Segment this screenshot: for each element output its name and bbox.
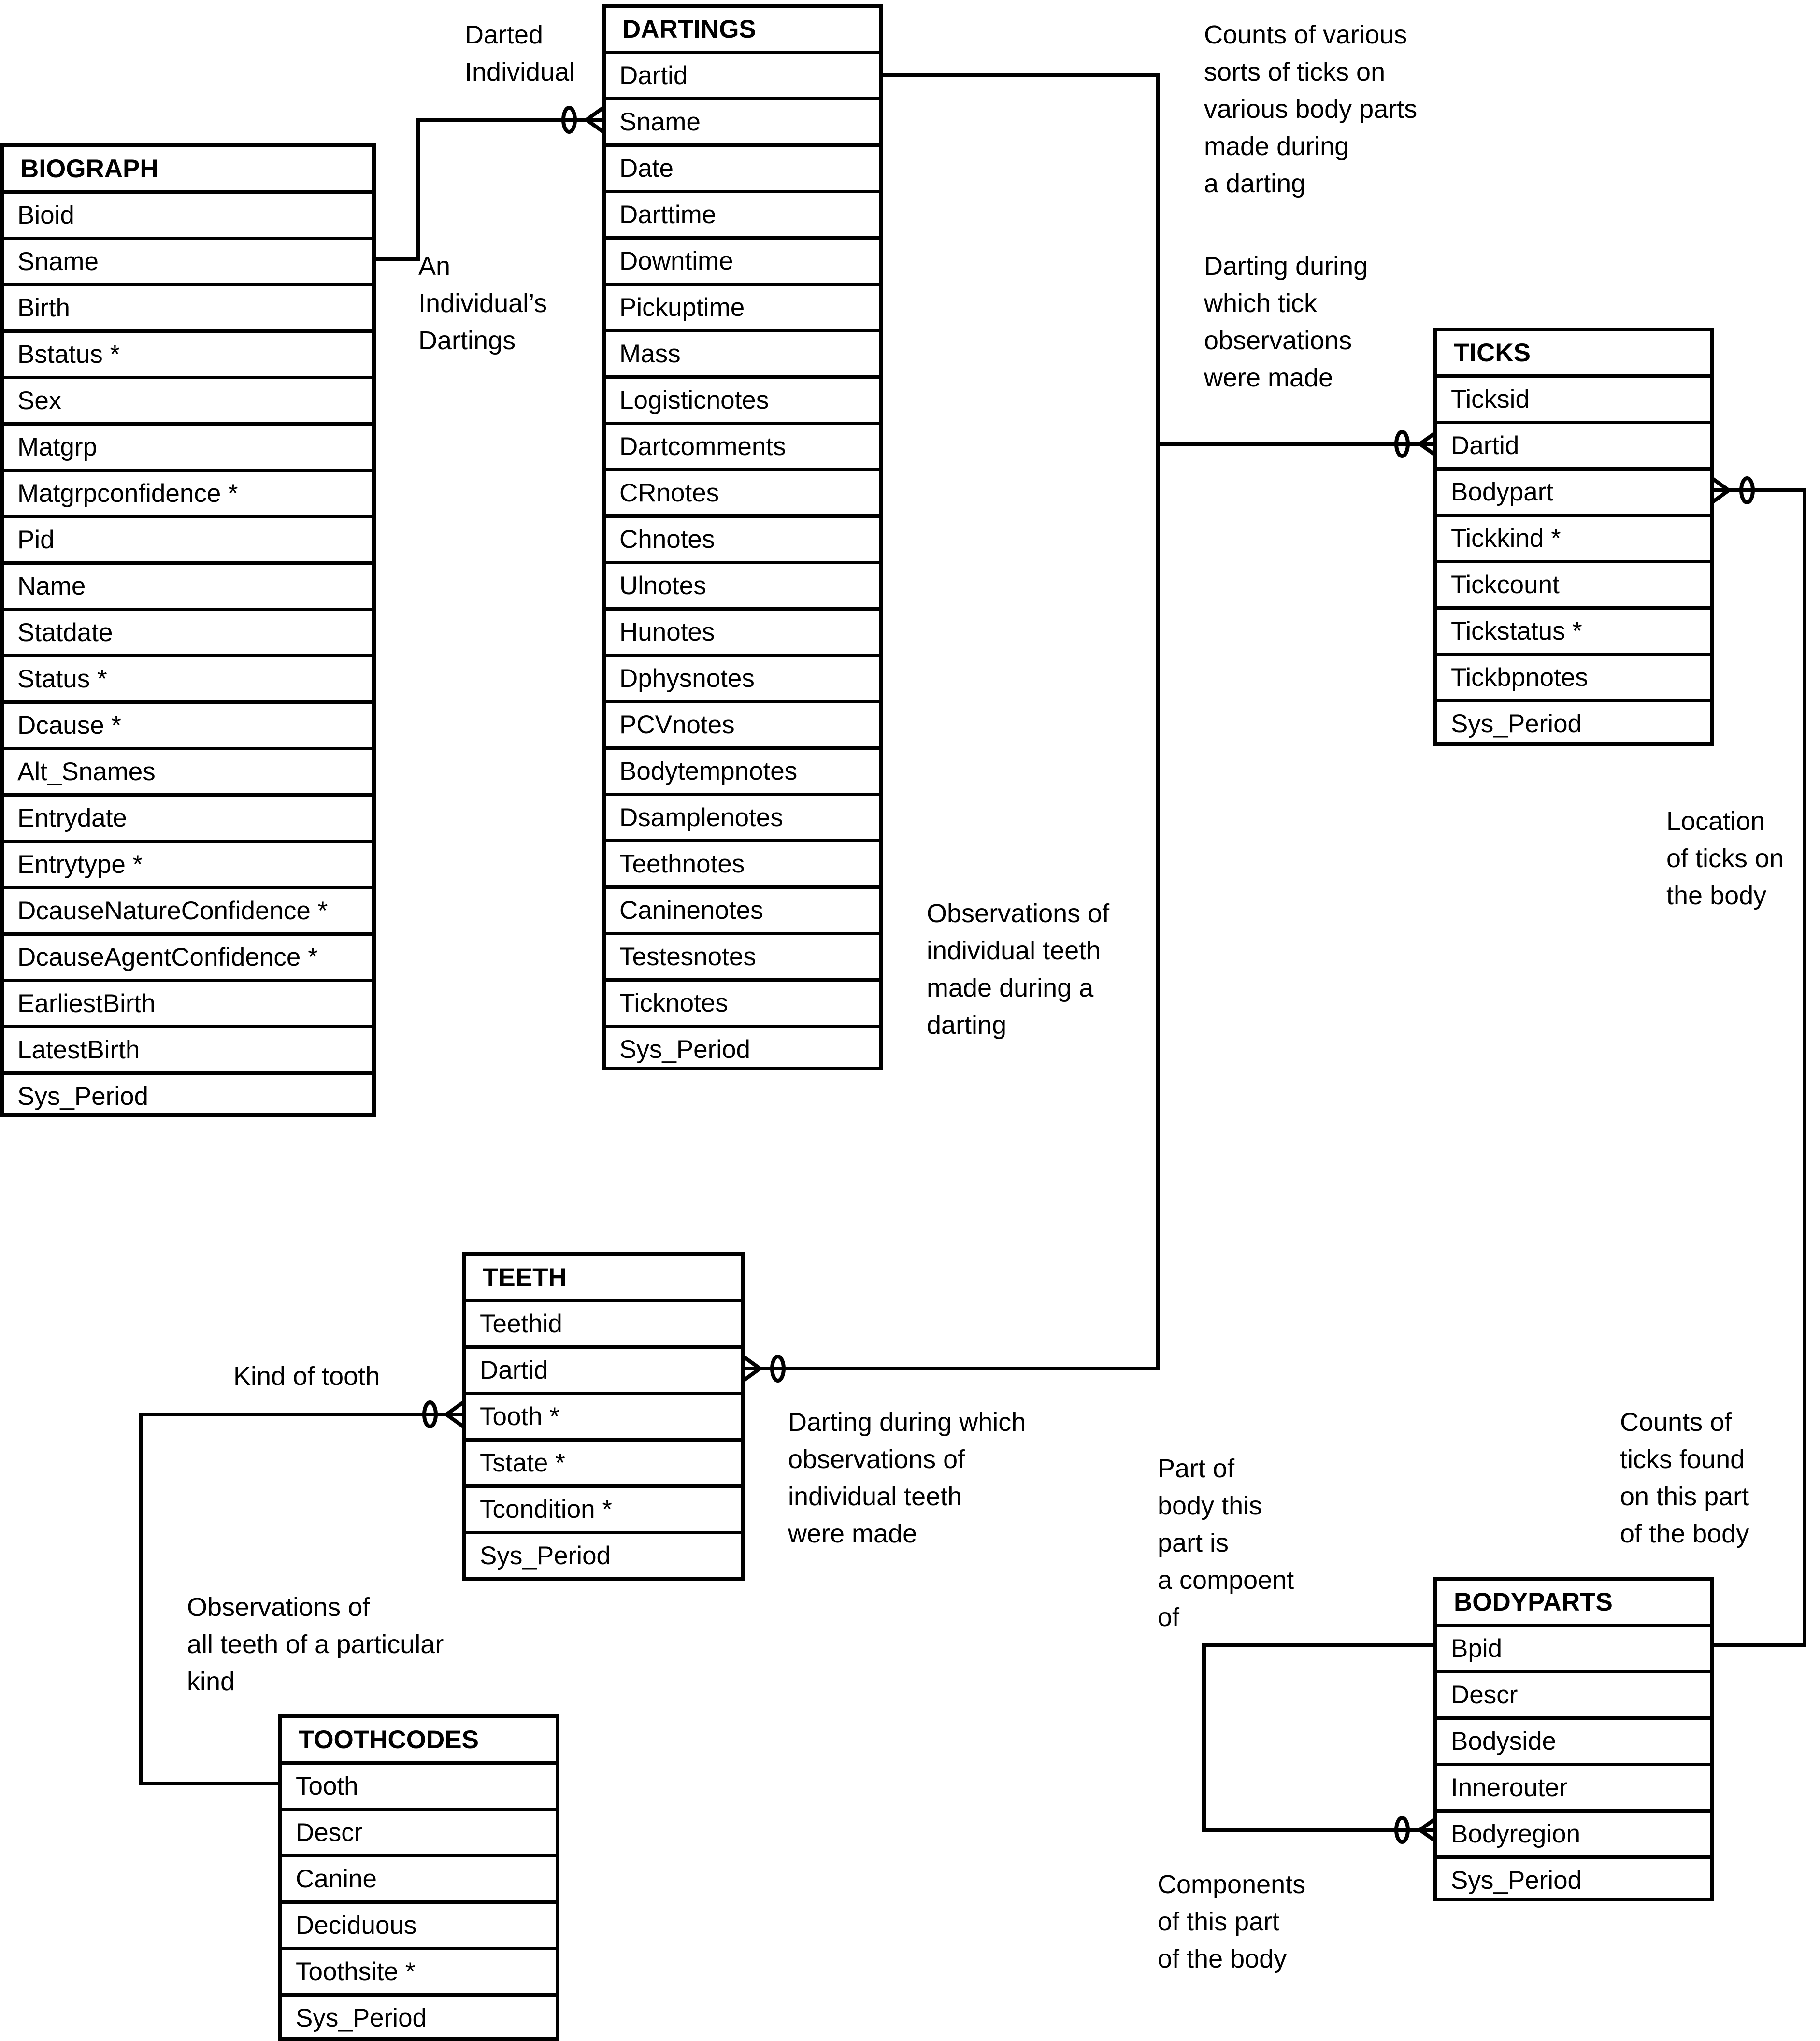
field-row[interactable]: Bioid xyxy=(4,194,372,240)
entity-toothcodes[interactable] xyxy=(278,1714,559,2041)
field-row[interactable]: Sex xyxy=(4,379,372,426)
field-row[interactable]: Dsamplenotes xyxy=(606,796,879,842)
field-row[interactable]: Caninenotes xyxy=(606,889,879,935)
note-counts-ticks: Counts of various sorts of ticks on various body parts made during a darting xyxy=(1204,20,1418,198)
note-location-ticks: Location of ticks on the body xyxy=(1666,807,1784,910)
field-row[interactable]: Bodypart xyxy=(1437,471,1710,517)
note-darted-individual: Darted Individual xyxy=(465,20,575,86)
note-darting-teeth-observations: Darting during which observations of individual teeth were made xyxy=(788,1408,1026,1548)
field-row[interactable]: Darttime xyxy=(606,193,879,240)
note-observations-all-teeth: Observations of all teeth of a particular kind xyxy=(187,1593,444,1696)
field-row[interactable]: Testesnotes xyxy=(606,935,879,982)
field-row[interactable]: Ulnotes xyxy=(606,564,879,611)
field-row[interactable]: Teethnotes xyxy=(606,842,879,889)
field-row[interactable]: Tickkind * xyxy=(1437,517,1710,563)
field-row[interactable]: Ticksid xyxy=(1437,378,1710,424)
note-darting-tick-observations: Darting during which tick observations were made xyxy=(1204,252,1368,392)
field-row[interactable]: Statdate xyxy=(4,611,372,657)
field-row[interactable]: Sname xyxy=(606,100,879,147)
entity-title[interactable]: TICKS xyxy=(1437,331,1710,378)
field-row[interactable]: Tstate * xyxy=(466,1442,741,1488)
field-row[interactable]: Tickcount xyxy=(1437,563,1710,610)
field-row[interactable]: Canine xyxy=(282,1857,556,1904)
field-row[interactable]: Descr xyxy=(1437,1673,1710,1720)
field-row[interactable]: Sys_Period xyxy=(480,1541,611,1570)
field-row[interactable]: Hunotes xyxy=(606,611,879,657)
field-row[interactable]: DcauseAgentConfidence * xyxy=(4,936,372,982)
connector-bodyparts-self xyxy=(1204,1645,1437,1830)
field-row[interactable]: Chnotes xyxy=(606,518,879,564)
entity-teeth[interactable] xyxy=(462,1252,745,1581)
field-row[interactable]: Alt_Snames xyxy=(4,750,372,797)
field-row[interactable]: Dartid xyxy=(466,1349,741,1395)
field-row[interactable]: Sys_Period xyxy=(17,1082,149,1111)
field-row[interactable]: Tooth * xyxy=(466,1395,741,1442)
field-row[interactable]: Teethid xyxy=(466,1302,741,1349)
field-row[interactable]: Dcause * xyxy=(4,704,372,750)
field-row[interactable]: Pickuptime xyxy=(606,286,879,332)
field-row[interactable]: CRnotes xyxy=(606,471,879,518)
note-kind-of-tooth: Kind of tooth xyxy=(233,1362,380,1391)
field-row[interactable]: LatestBirth xyxy=(4,1028,372,1075)
field-row[interactable]: Name xyxy=(4,565,372,611)
note-individuals-dartings: An Individual’s Dartings xyxy=(418,252,547,355)
field-row[interactable]: Dartid xyxy=(1437,424,1710,471)
field-row[interactable]: Bodytempnotes xyxy=(606,750,879,796)
field-row[interactable]: Tooth xyxy=(282,1765,556,1811)
field-row[interactable]: Bpid xyxy=(1437,1627,1710,1673)
field-row[interactable]: Dphysnotes xyxy=(606,657,879,703)
field-row[interactable]: Downtime xyxy=(606,240,879,286)
field-row[interactable]: Tickbpnotes xyxy=(1437,656,1710,702)
field-row[interactable]: Tickstatus * xyxy=(1437,610,1710,656)
field-row[interactable]: Dartid xyxy=(606,54,879,100)
field-row[interactable]: Sys_Period xyxy=(1451,710,1582,738)
field-row[interactable]: Status * xyxy=(4,657,372,704)
field-row[interactable]: Innerouter xyxy=(1437,1766,1710,1813)
field-row[interactable]: DcauseNatureConfidence * xyxy=(4,889,372,936)
field-row[interactable]: Matgrpconfidence * xyxy=(4,472,372,518)
entity-title[interactable]: TEETH xyxy=(466,1256,741,1302)
field-row[interactable]: Toothsite * xyxy=(282,1950,556,1997)
field-row[interactable]: Mass xyxy=(606,332,879,379)
field-row[interactable]: Ticknotes xyxy=(606,982,879,1028)
field-row[interactable]: Sys_Period xyxy=(296,2004,427,2032)
field-row[interactable]: Sname xyxy=(4,240,372,286)
field-row[interactable]: Bodyregion xyxy=(1437,1813,1710,1859)
field-row[interactable]: Logisticnotes xyxy=(606,379,879,425)
field-row[interactable]: Sys_Period xyxy=(619,1035,751,1064)
note-components-part: Components of this part of the body xyxy=(1158,1870,1306,1973)
entity-title[interactable]: TOOTHCODES xyxy=(282,1718,556,1765)
field-row[interactable]: Birth xyxy=(4,286,372,333)
field-row[interactable]: Sys_Period xyxy=(1451,1866,1582,1895)
field-row[interactable]: Entrydate xyxy=(4,797,372,843)
field-row[interactable]: Deciduous xyxy=(282,1904,556,1950)
entity-title[interactable]: BODYPARTS xyxy=(1437,1581,1710,1627)
connector-biograph-dartings xyxy=(373,120,604,259)
note-observations-teeth: Observations of individual teeth made during a darting xyxy=(927,899,1110,1040)
entity-ticks[interactable] xyxy=(1433,328,1714,746)
field-row[interactable]: EarliestBirth xyxy=(4,982,372,1028)
field-row[interactable]: Tcondition * xyxy=(466,1488,741,1534)
note-part-of-body: Part of body this part is a compoent of xyxy=(1158,1454,1294,1632)
field-row[interactable]: Descr xyxy=(282,1811,556,1857)
field-row[interactable]: Bodyside xyxy=(1437,1720,1710,1766)
note-counts-ticks-part: Counts of ticks found on this part of the body xyxy=(1620,1408,1749,1548)
field-row[interactable]: Entrytype * xyxy=(4,843,372,889)
field-row[interactable]: Pid xyxy=(4,518,372,565)
entity-title[interactable]: DARTINGS xyxy=(606,8,879,54)
field-row[interactable]: Dartcomments xyxy=(606,425,879,471)
field-row[interactable]: Bstatus * xyxy=(4,333,372,379)
entity-dartings[interactable] xyxy=(602,4,883,1070)
field-row[interactable]: Date xyxy=(606,147,879,193)
entity-bodyparts[interactable] xyxy=(1433,1577,1714,1901)
field-row[interactable]: PCVnotes xyxy=(606,703,879,750)
field-row[interactable]: Matgrp xyxy=(4,426,372,472)
entity-title[interactable]: BIOGRAPH xyxy=(4,147,372,194)
entity-biograph[interactable] xyxy=(0,143,376,1117)
